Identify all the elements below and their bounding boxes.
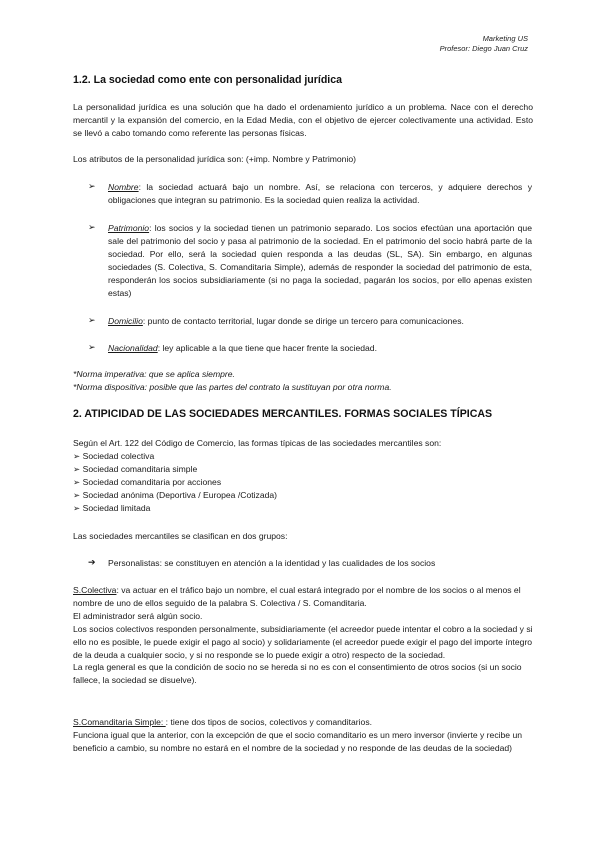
- attribute-patrimonio: [108, 222, 532, 299]
- list-item: ➢ Sociedad anónima (Deportiva / Europea /Cotizada): [73, 489, 278, 500]
- norm-notes: [73, 368, 533, 394]
- attribute-domicilio: [108, 315, 532, 328]
- section-1-title: 1.2. La sociedad como ente con personalidad jurídica: [73, 74, 343, 86]
- bullet-arrow-icon: ➢: [73, 489, 81, 500]
- section-2-title: 2. ATIPICIDAD DE LAS SOCIEDADES MERCANTILES. FORMAS SOCIALES TÍPICAS: [73, 408, 493, 420]
- header-course: Marketing US: [482, 34, 528, 43]
- section-2-lead: Según el Art. 122 del Código de Comercio, las formas típicas de las sociedades mercantiles son:: [73, 438, 442, 448]
- header-professor: Profesor: Diego Juan Cruz: [439, 44, 528, 53]
- comanditaria-paragraph: S.Comanditaria Simple: : tiene dos tipos de socios, colectivos y comanditarios. Funciona igual que la anterior, con la excepción de que el socio comanditario es un mero inversor (invierte y recibe un beneficio a cambio, su nombre no estará en el nombre de la sociedad y no responde de las deudas de la sociedad): [73, 717, 523, 753]
- bullet-arrow-icon: ➢: [88, 222, 96, 232]
- section-1-intro: La personalidad jurídica es una solución que ha dado el ordenamiento jurídico a un problema. Nace con el derecho mercantil y la expansión del comercio, en la Edad Media, con el objetivo de ejercer colectivamente una actividad. Esto se llevó a cabo tomando como referente las personas físicas.: [73, 102, 533, 138]
- bullet-arrow-icon: ➢: [88, 315, 96, 325]
- attribute-nacionalidad: [108, 342, 532, 355]
- groups-item-personalistas: Personalistas: se constituyen en atención a la identidad y las cualidades de los socios: [108, 558, 436, 568]
- attribute-nombre: [108, 181, 532, 207]
- right-arrow-icon: ➔: [88, 557, 96, 567]
- bullet-arrow-icon: ➢: [73, 463, 81, 474]
- list-item: ➢ Sociedad comanditaria por acciones: [73, 476, 222, 487]
- attribute-text: : los socios y la sociedad tienen un patrimonio separado. Los socios efectúan una aportación que sale del patrimonio del socio y pasa al patrimonio de la sociedad. En el patrimonio del socio habrá parte de la sociedad. Por ello, será la sociedad quien responda a las deudas (SL, SA). Sin embargo, en algunas sociedades (S. Colectiva, S. Comanditaria Simple), además de responder la sociedad del patrimonio de esta, responderán los socios subsidiariamente (si no paga la sociedad, pagarán los socios, por ello apenas existen estas): [108, 223, 532, 298]
- bullet-arrow-icon: ➢: [88, 342, 96, 352]
- list-item: ➢ Sociedad comanditaria simple: [73, 463, 198, 474]
- bullet-arrow-icon: ➢: [73, 502, 81, 513]
- note-imperativa: *Norma imperativa: que se aplica siempre.: [73, 369, 235, 379]
- attribute-text: : ley aplicable a la que tiene que hacer frente la sociedad.: [157, 343, 377, 353]
- bullet-arrow-icon: ➢: [73, 451, 81, 461]
- forms-list: [73, 450, 533, 515]
- attributes-lead: Los atributos de la personalidad jurídica son: (+imp. Nombre y Patrimonio): [73, 154, 357, 164]
- groups-lead: Las sociedades mercantiles se clasifican en dos grupos:: [73, 531, 288, 541]
- attribute-term: Domicilio: [108, 316, 143, 326]
- attribute-term: Nacionalidad: [108, 343, 158, 353]
- comanditaria-label: S.Comanditaria Simple:: [73, 717, 166, 727]
- attribute-text: : la sociedad actuará bajo un nombre. Así, se relaciona con terceros, y adquiere derechos y obligaciones que integran su patrimonio. Es la sociedad quien realiza la actividad.: [108, 182, 532, 205]
- page-header: [440, 34, 528, 54]
- attribute-term: Nombre: [108, 182, 139, 192]
- list-item: ➢ Sociedad limitada: [73, 502, 151, 513]
- note-dispositiva: *Norma dispositiva: posible que las partes del contrato la sustituyan por otra norma.: [73, 381, 392, 392]
- bullet-arrow-icon: ➢: [73, 476, 81, 487]
- colectiva-label: S.Colectiva: [73, 585, 117, 595]
- colectiva-paragraph: S.Colectiva: va actuar en el tráfico bajo un nombre, el cual estará integrado por el nombre de los socios o al menos el nombre de uno de ellos seguido de la palabra S. Colectiva / S. Comanditaria. El administrador será algún socio. Los socios colectivos responden personalmente, subsidiariamente (el acreedor puede intentar el cobro a la sociedad y si ello no es posible, le puede exigir el pago al socio) y solidariamente (el acreedor puede exigir el pago del importe íntegro de la deuda a cualquier socio, y si no responde se lo puede exigir a otro) respecto de la sociedad. La regla general es que la condición de socio no se hereda si no es con el consentimiento de otros socios (si un socio fallece, la sociedad se disuelve).: [73, 585, 533, 686]
- attribute-term: Patrimonio: [108, 223, 150, 233]
- bullet-arrow-icon: ➢: [88, 181, 96, 191]
- attribute-text: : punto de contacto territorial, lugar donde se dirige un tercero para comunicaciones.: [142, 316, 464, 326]
- list-item: ➢ Sociedad colectiva: [73, 451, 155, 461]
